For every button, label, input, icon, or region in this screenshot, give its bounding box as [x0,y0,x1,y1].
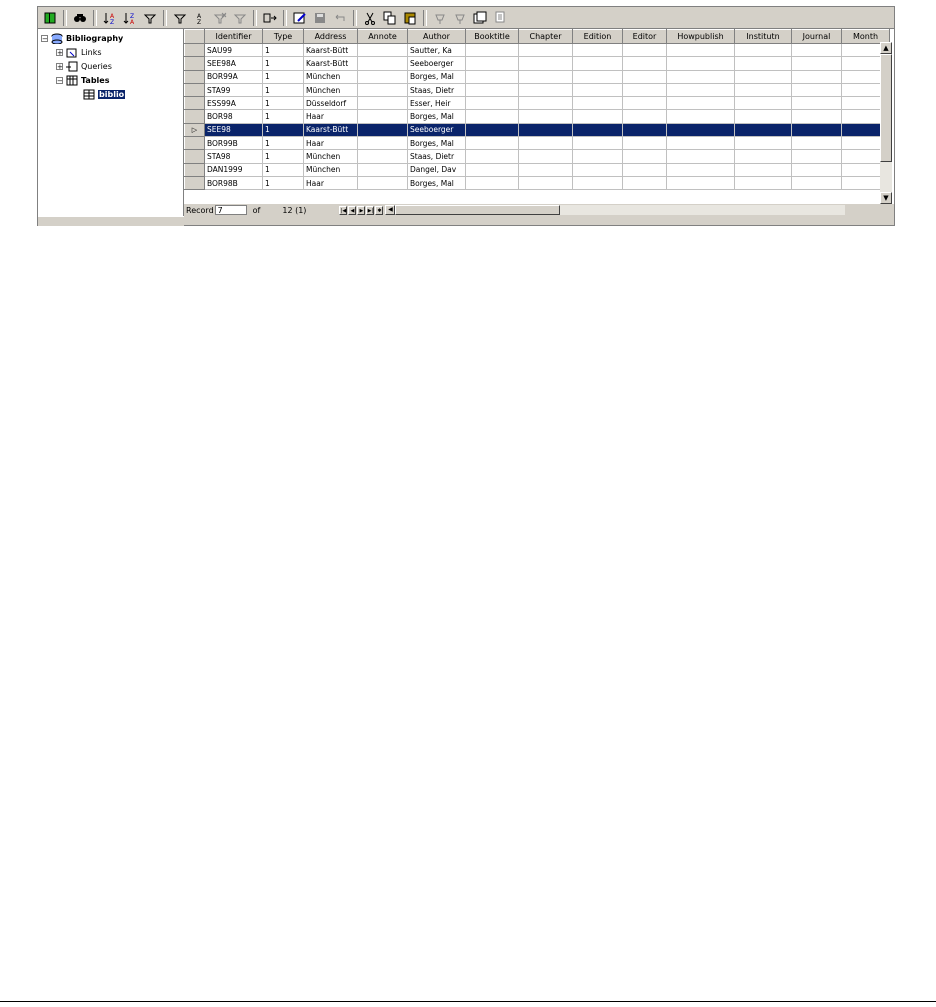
table-cell[interactable] [792,57,842,70]
table-cell[interactable] [466,123,519,136]
table-cell[interactable] [735,150,792,163]
find-icon[interactable] [72,10,88,26]
table-cell[interactable] [519,123,573,136]
table-cell[interactable] [519,97,573,110]
separator [63,10,67,26]
row-selector[interactable]: ▷ [185,123,205,136]
table-cell[interactable] [735,137,792,150]
table-row[interactable] [185,70,890,83]
table-cell[interactable] [735,163,792,176]
table-cell[interactable]: SEE98A [205,57,263,70]
table-cell[interactable] [623,83,667,96]
table-cell[interactable] [735,123,792,136]
table-cell[interactable]: München [304,150,358,163]
row-selector[interactable] [185,110,205,123]
queries-icon [66,61,78,72]
table-cell[interactable]: STA98 [205,150,263,163]
table-row[interactable] [185,150,890,163]
table-cell[interactable] [667,110,735,123]
table-cell[interactable]: München [304,163,358,176]
table-cell[interactable] [792,70,842,83]
tree-item-links[interactable] [56,46,102,58]
table-cell[interactable]: BOR98 [205,110,263,123]
table-cell[interactable] [466,57,519,70]
table-cell[interactable] [667,70,735,83]
table-cell[interactable]: Borges, Mal [408,70,466,83]
table-cell[interactable] [573,44,623,57]
table-cell[interactable] [519,176,573,189]
table-cell[interactable] [519,57,573,70]
column-header[interactable]: Type [263,30,304,44]
table-cell[interactable]: Seeboerger [408,123,466,136]
table-cell[interactable] [466,110,519,123]
table-cell[interactable] [623,57,667,70]
row-selector[interactable] [185,150,205,163]
apply-filter-icon[interactable] [232,10,248,26]
separator [423,10,427,26]
table-cell[interactable] [573,123,623,136]
collapse-toggle[interactable]: − [57,76,63,85]
column-header[interactable]: Identifier [205,30,263,44]
edit-data-icon[interactable] [292,10,308,26]
column-header[interactable]: Howpublish [667,30,735,44]
table-row[interactable] [185,137,890,150]
save-record-icon[interactable] [312,10,328,26]
table-cell[interactable] [519,83,573,96]
table-cell[interactable] [573,150,623,163]
table-cell[interactable] [623,176,667,189]
table-cell[interactable] [623,123,667,136]
table-cell[interactable] [667,57,735,70]
records-table [184,29,890,190]
scroll-left-button[interactable]: ◀ [385,205,395,215]
record-label: Record [186,205,214,215]
explorer-icon[interactable] [42,10,58,26]
record-count: 12 (1) [282,205,307,215]
table-cell[interactable] [358,44,408,57]
svg-text:Z: Z [110,18,115,25]
row-selector[interactable] [185,137,205,150]
tree-item-bibliography[interactable] [41,32,123,44]
table-cell[interactable] [735,83,792,96]
column-header[interactable]: Booktitle [466,30,519,44]
paste-icon[interactable] [402,10,418,26]
table-cell[interactable] [623,110,667,123]
vertical-scrollbar[interactable] [880,42,892,204]
tree-label: Links [81,47,102,57]
tree-pane-footer [38,216,184,226]
row-header-corner[interactable] [185,30,205,44]
table-row[interactable] [185,176,890,189]
column-header[interactable]: Journal [792,30,842,44]
table-cell[interactable] [573,163,623,176]
table-cell[interactable]: Haar [304,110,358,123]
table-cell[interactable] [519,44,573,57]
row-selector[interactable] [185,163,205,176]
table-cell[interactable] [792,150,842,163]
table-cell[interactable]: 1 [263,83,304,96]
properties-icon[interactable] [492,10,508,26]
column-header[interactable]: Annote [358,30,408,44]
table-cell[interactable] [358,97,408,110]
table-cell[interactable] [667,137,735,150]
table-cell[interactable]: München [304,83,358,96]
table-cell[interactable]: Sautter, Ka [408,44,466,57]
table-cell[interactable] [466,150,519,163]
filter-sort-icon[interactable] [192,10,208,26]
table-cell[interactable]: Esser, Heir [408,97,466,110]
table-cell[interactable] [573,97,623,110]
table-cell[interactable] [358,150,408,163]
sort-ascending-icon[interactable] [102,10,118,26]
table-cell[interactable]: 1 [263,57,304,70]
table-cell[interactable] [792,123,842,136]
table-cell[interactable]: Staas, Dietr [408,150,466,163]
table-row[interactable] [185,97,890,110]
separator [353,10,357,26]
tables-icon [66,75,78,86]
table-cell[interactable]: 1 [263,70,304,83]
tree-item-biblio[interactable] [83,88,125,100]
separator [283,10,287,26]
table-cell[interactable] [667,83,735,96]
table-cell[interactable] [519,110,573,123]
data-grid[interactable] [184,29,894,204]
horizontal-scrollbar[interactable] [385,205,845,215]
row-selector[interactable] [185,83,205,96]
table-cell[interactable] [623,163,667,176]
table-cell[interactable]: Kaarst-Bütt [304,123,358,136]
first-record-button[interactable]: |◀ [340,207,347,214]
table-row[interactable] [185,44,890,57]
table-cell[interactable] [667,150,735,163]
table-cell[interactable] [573,57,623,70]
table-cell[interactable] [466,176,519,189]
scroll-down-button[interactable]: ▼ [880,192,892,204]
svg-text:A: A [197,12,202,20]
table-cell[interactable] [573,137,623,150]
table-cell[interactable]: Kaarst-Bütt [304,44,358,57]
table-cell[interactable] [735,70,792,83]
table-body [185,44,890,190]
scroll-up-button[interactable]: ▲ [880,42,892,54]
svg-text:Z: Z [130,12,135,20]
table-cell[interactable]: 1 [263,163,304,176]
table-cell[interactable]: SAU99 [205,44,263,57]
table-cell[interactable]: Kaarst-Bütt [304,57,358,70]
table-cell[interactable] [573,110,623,123]
table-cell[interactable] [466,137,519,150]
table-icon [83,89,95,100]
table-cell[interactable] [466,97,519,110]
record-navigation-bar [184,204,894,216]
autofilter-icon[interactable] [142,10,158,26]
tree-label: Queries [81,61,112,71]
data-source-tree [38,29,184,216]
table-cell[interactable] [358,70,408,83]
scroll-thumb[interactable] [880,54,892,162]
column-header[interactable]: Institutn [735,30,792,44]
table-cell[interactable] [358,57,408,70]
table-cell[interactable] [519,70,573,83]
remove-filter-icon[interactable] [212,10,228,26]
table-cell[interactable]: Borges, Mal [408,176,466,189]
table-cell[interactable]: 1 [263,137,304,150]
table-cell[interactable]: 1 [263,110,304,123]
tree-item-queries[interactable] [56,60,112,72]
table-cell[interactable] [573,83,623,96]
table-cell[interactable]: Borges, Mal [408,110,466,123]
undo-icon[interactable] [332,10,348,26]
table-cell[interactable]: 1 [263,176,304,189]
table-cell[interactable]: BOR99B [205,137,263,150]
table-cell[interactable] [466,83,519,96]
table-cell[interactable] [735,57,792,70]
record-of-label: of [252,205,261,215]
last-record-button[interactable]: ▶| [367,207,374,214]
cut-icon[interactable] [362,10,378,26]
table-cell[interactable] [735,44,792,57]
table-cell[interactable]: Staas, Dietr [408,83,466,96]
table-cell[interactable]: Dangel, Dav [408,163,466,176]
table-cell[interactable] [792,97,842,110]
table-cell[interactable]: ESS99A [205,97,263,110]
separator [93,10,97,26]
insert-row-icon[interactable] [432,10,448,26]
table-cell[interactable]: 1 [263,123,304,136]
table-cell[interactable] [623,44,667,57]
table-cell[interactable] [792,44,842,57]
previous-record-button[interactable]: ◀ [348,206,356,215]
separator [253,10,257,26]
table-cell[interactable] [519,150,573,163]
table-row[interactable] [185,110,890,123]
row-selector[interactable] [185,44,205,57]
table-cell[interactable] [667,176,735,189]
new-table-icon[interactable] [472,10,488,26]
column-header[interactable]: Edition [573,30,623,44]
table-cell[interactable]: 1 [263,150,304,163]
column-header[interactable]: Month [842,30,890,44]
standard-filter-icon[interactable] [172,10,188,26]
column-header[interactable]: Editor [623,30,667,44]
table-cell[interactable]: Borges, Mal [408,137,466,150]
row-selector[interactable] [185,57,205,70]
table-cell[interactable]: Düsseldorf [304,97,358,110]
expand-toggle[interactable]: + [57,48,63,57]
table-cell[interactable] [573,70,623,83]
tree-label: Tables [81,75,110,85]
table-cell[interactable]: 1 [263,97,304,110]
tree-label: Bibliography [66,33,124,43]
table-cell[interactable] [466,70,519,83]
toolbar [38,7,894,29]
table-row[interactable] [185,83,890,96]
expand-toggle[interactable]: + [57,62,63,71]
data-source-browser-window [37,6,895,226]
copy-icon[interactable] [382,10,398,26]
table-cell[interactable] [792,176,842,189]
collapse-toggle[interactable]: − [42,34,48,43]
column-header[interactable]: Author [408,30,466,44]
table-cell[interactable] [623,137,667,150]
table-cell[interactable] [735,110,792,123]
next-record-button[interactable]: ▶ [357,206,365,215]
column-header[interactable]: Address [304,30,358,44]
delete-row-icon[interactable] [452,10,468,26]
table-row[interactable] [185,163,890,176]
table-cell[interactable] [358,137,408,150]
table-cell[interactable] [358,110,408,123]
record-number-input[interactable]: 7 [215,205,247,215]
svg-text:A: A [130,18,135,25]
table-cell[interactable]: SEE98 [205,123,263,136]
table-cell[interactable] [623,150,667,163]
table-row[interactable] [185,123,890,136]
sort-descending-icon[interactable] [122,10,138,26]
tree-item-tables[interactable] [56,74,109,86]
column-header-row [185,30,890,44]
table-cell[interactable] [667,163,735,176]
table-row[interactable] [185,57,890,70]
table-cell[interactable]: DAN1999 [205,163,263,176]
table-cell[interactable] [792,83,842,96]
table-cell[interactable] [667,97,735,110]
table-cell[interactable] [623,70,667,83]
column-header[interactable]: Chapter [519,30,573,44]
table-cell[interactable] [735,97,792,110]
table-cell[interactable]: STA99 [205,83,263,96]
table-cell[interactable]: BOR99A [205,70,263,83]
table-cell[interactable] [735,176,792,189]
table-cell[interactable] [358,176,408,189]
table-cell[interactable] [519,137,573,150]
row-selector[interactable] [185,176,205,189]
tree-label: biblio [99,89,125,99]
table-cell[interactable]: BOR98B [205,176,263,189]
table-cell[interactable] [792,163,842,176]
table-cell[interactable]: Seeboerger [408,57,466,70]
table-cell[interactable] [667,123,735,136]
table-cell[interactable]: München [304,70,358,83]
table-cell[interactable] [519,163,573,176]
table-cell[interactable] [358,83,408,96]
row-selector[interactable] [185,97,205,110]
table-cell[interactable] [573,176,623,189]
table-cell[interactable]: 1 [263,44,304,57]
row-selector[interactable] [185,70,205,83]
page-bottom-rule [0,1001,936,1002]
table-cell[interactable]: Haar [304,137,358,150]
svg-text:A: A [110,12,115,20]
table-cell[interactable] [466,163,519,176]
database-icon [51,33,63,44]
links-icon [66,47,78,58]
table-cell[interactable] [466,44,519,57]
svg-text:Z: Z [197,18,202,25]
table-cell[interactable] [358,123,408,136]
table-cell[interactable] [792,110,842,123]
table-cell[interactable] [623,97,667,110]
table-cell[interactable] [358,163,408,176]
table-cell[interactable]: Haar [304,176,358,189]
table-cell[interactable] [667,44,735,57]
data-to-text-icon[interactable] [262,10,278,26]
new-record-button[interactable]: ✱ [377,207,382,214]
table-cell[interactable] [792,137,842,150]
separator [163,10,167,26]
horizontal-scroll-thumb[interactable] [395,205,560,215]
